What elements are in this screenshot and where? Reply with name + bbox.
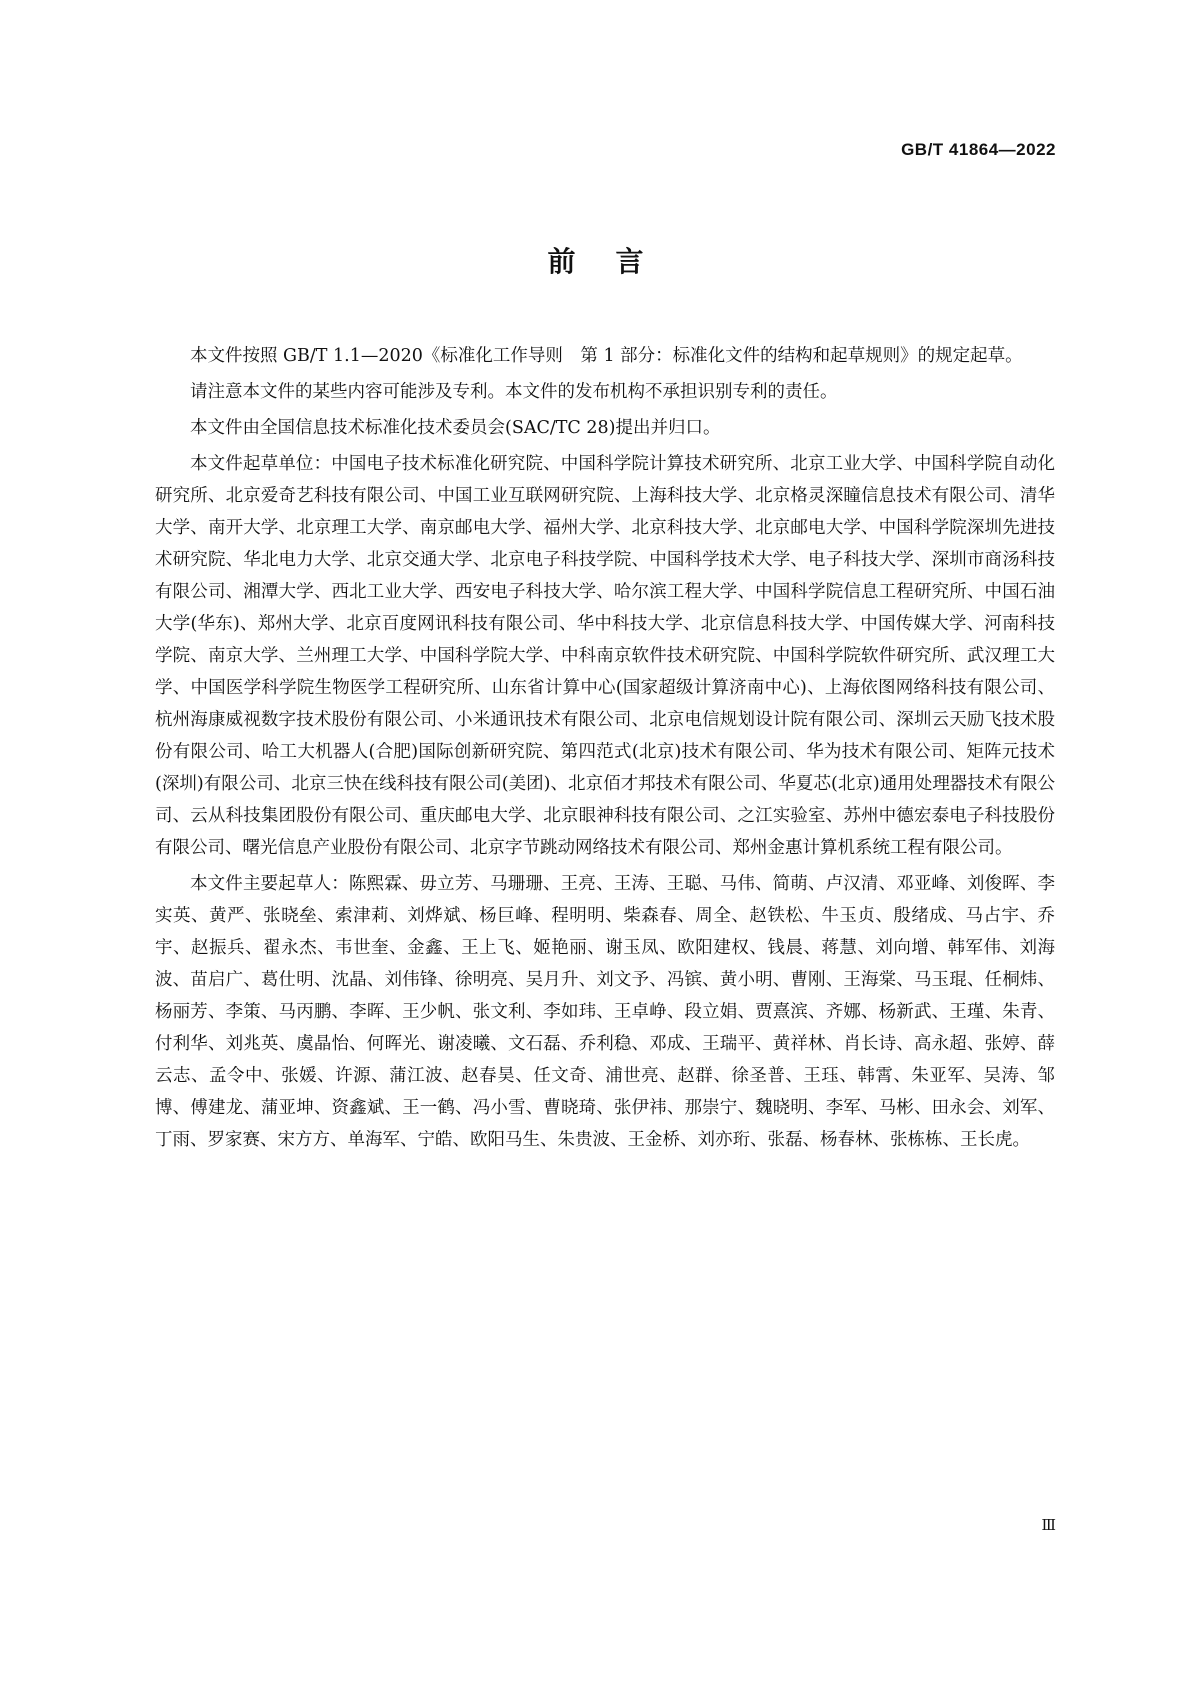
page-number: Ⅲ	[1041, 1516, 1056, 1534]
paragraph-patent-notice: 请注意本文件的某些内容可能涉及专利。本文件的发布机构不承担识别专利的责任。	[190, 382, 838, 402]
page-title: 前言	[547, 245, 684, 278]
paragraph-drafting-basis: 本文件按照 GB/T 1.1—2020《标准化工作导则 第 1 部分：标准化文件的结构和起草规则》的规定起草。	[190, 346, 1023, 366]
paragraph-proposer: 本文件由全国信息技术标准化技术委员会(SAC/TC 28)提出并归口。	[190, 418, 721, 438]
paragraph-main-drafters: 本文件主要起草人：陈熙霖、毋立芳、马珊珊、王亮、王涛、王聪、马伟、简萌、卢汉清、邓亚峰、刘俊晖、李实英、黄严、张晓垒、索津莉、刘烨斌、杨巨峰、程明明、柴森春、周全、赵铁松、牛玉贞、殷绪成、马占宇、乔宇、赵振兵、翟永杰、韦世奎、金鑫、王上飞、姬艳丽、谢玉凤、欧阳建权、钱晨、蒋慧、刘向增、韩军伟、刘海波、苗启广、葛仕明、沈晶、刘伟锋、徐明亮、吴月升、刘文予、冯镔、黄小明、曹刚、王海棠、马玉琨、任桐炜、杨丽芳、李策、马丙鹏、李晖、王少帆、张文利、李如玮、王卓峥、段立娟、贾熹滨、齐娜、杨新武、王瑾、朱青、付利华、刘兆英、虞晶怡、何晖光、谢凌曦、文石磊、乔利稳、邓成、王瑞平、黄祥林、肖长诗、高永超、张婷、薛云志、孟令中、张媛、许源、蒲江波、赵春昊、任文奇、浦世亮、赵群、徐圣普、王珏、韩霄、朱亚军、吴涛、邹博、傅建龙、蒲亚坤、资鑫斌、王一鹤、冯小雪、曹晓琦、张伊祎、那崇宁、魏晓明、李军、马彬、田永会、刘军、丁雨、罗家赛、宋方方、单海军、宁皓、欧阳马生、朱贵波、王金桥、刘亦珩、张磊、杨春林、张栋栋、王长虎。	[155, 874, 1055, 1150]
standard-code: GB/T 41864—2022	[901, 140, 1056, 159]
foreword-body	[155, 340, 1055, 1160]
paragraph-drafting-units: 本文件起草单位：中国电子技术标准化研究院、中国科学院计算技术研究所、北京工业大学、中国科学院自动化研究所、北京爱奇艺科技有限公司、中国工业互联网研究院、上海科技大学、北京格灵深瞳信息技术有限公司、清华大学、南开大学、北京理工大学、南京邮电大学、福州大学、北京科技大学、北京邮电大学、中国科学院深圳先进技术研究院、华北电力大学、北京交通大学、北京电子科技学院、中国科学技术大学、电子科技大学、深圳市商汤科技有限公司、湘潭大学、西北工业大学、西安电子科技大学、哈尔滨工程大学、中国科学院信息工程研究所、中国石油大学(华东)、郑州大学、北京百度网讯科技有限公司、华中科技大学、北京信息科技大学、中国传媒大学、河南科技学院、南京大学、兰州理工大学、中国科学院大学、中科南京软件技术研究院、中国科学院软件研究所、武汉理工大学、中国医学科学院生物医学工程研究所、山东省计算中心(国家超级计算济南中心)、上海依图网络科技有限公司、杭州海康威视数字技术股份有限公司、小米通讯技术有限公司、北京电信规划设计院有限公司、深圳云天励飞技术股份有限公司、哈工大机器人(合肥)国际创新研究院、第四范式(北京)技术有限公司、华为技术有限公司、矩阵元技术(深圳)有限公司、北京三快在线科技有限公司(美团)、北京佰才邦技术有限公司、华夏芯(北京)通用处理器技术有限公司、云从科技集团股份有限公司、重庆邮电大学、北京眼神科技有限公司、之江实验室、苏州中德宏泰电子科技股份有限公司、曙光信息产业股份有限公司、北京字节跳动网络技术有限公司、郑州金惠计算机系统工程有限公司。	[155, 454, 1055, 858]
